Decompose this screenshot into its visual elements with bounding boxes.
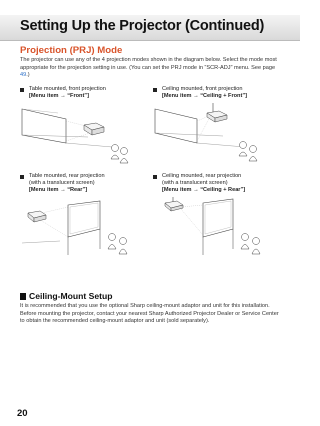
table-rear-diagram xyxy=(20,197,140,261)
page-title: Setting Up the Projector (Continued) xyxy=(20,18,265,34)
bullet-square-icon xyxy=(20,175,24,179)
mode-menu-item: [Menu item → “Ceiling + Front”] xyxy=(162,93,247,99)
mode-menu-item: [Menu item → “Front”] xyxy=(29,93,89,99)
table-front-diagram xyxy=(20,103,140,165)
mode-description: Table mounted, rear projection xyxy=(29,173,105,179)
ceiling-mount-text: It is recommended that you use the optional Sharp ceiling-mount adaptor and unit for this installation. Before mounting the projector, contact your nearest Sharp Authorized Projector Dealer or Service Center to obtain the recommended ceiling-mount adaptor and unit (sold separately). xyxy=(20,303,279,325)
mode-description: Ceiling mounted, rear projection xyxy=(162,173,242,179)
intro-paragraph xyxy=(20,57,282,80)
mode-menu-item: [Menu item → “Rear”] xyxy=(29,187,88,193)
heading-square-icon xyxy=(20,293,26,300)
section-title: Projection (PRJ) Mode xyxy=(20,45,123,56)
mode-description: Table mounted, front projection xyxy=(29,86,106,92)
bullet-square-icon xyxy=(153,175,157,179)
ceiling-rear-diagram xyxy=(153,197,273,261)
intro-text: The projector can use any of the 4 projection modes shown in the diagram below. Select the mode most appropriate for the projection setting in use. (You can set the PRJ mode in “SCR-ADJ” menu. See page xyxy=(20,57,277,71)
page-number: 20 xyxy=(17,408,28,419)
page-header xyxy=(0,15,300,40)
mode-description-note: (with a translucent screen) xyxy=(162,180,228,186)
mode-menu-item: [Menu item → “Ceiling + Rear”] xyxy=(162,187,246,193)
mode-table-rear xyxy=(20,173,145,261)
mode-ceiling-rear xyxy=(153,173,278,261)
bullet-square-icon xyxy=(153,88,157,92)
page-reference-link[interactable]: 49 xyxy=(20,72,27,79)
mode-ceiling-front xyxy=(153,86,278,165)
mode-description-note: (with a translucent screen) xyxy=(29,180,95,186)
mode-table-front xyxy=(20,86,145,165)
ceiling-mount-heading-text: Ceiling-Mount Setup xyxy=(29,291,113,301)
intro-end: .) xyxy=(26,72,30,79)
header-rule xyxy=(0,40,300,41)
ceiling-front-diagram xyxy=(153,103,273,165)
bullet-square-icon xyxy=(20,88,24,92)
ceiling-mount-heading xyxy=(20,291,113,301)
mode-description: Ceiling mounted, front projection xyxy=(162,86,243,92)
